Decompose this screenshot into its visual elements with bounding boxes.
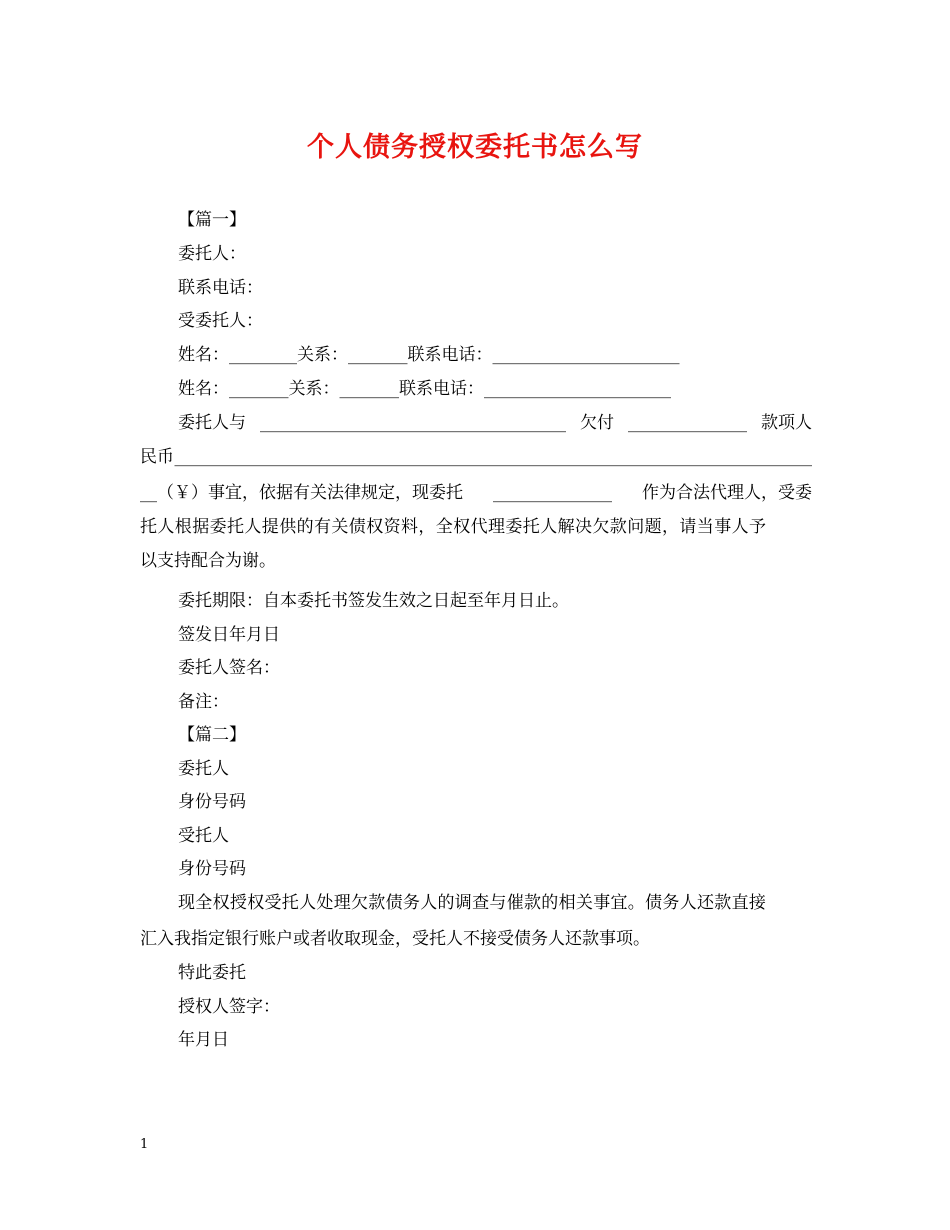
text-run: 欠付 <box>580 413 614 433</box>
id-number-line-2: 身份号码 <box>178 859 246 879</box>
page-number: 1 <box>140 1137 149 1152</box>
date-line: 年月日 <box>178 1030 229 1050</box>
phone-label: 联系电话： <box>178 278 263 298</box>
blank-field: ___________________________________________________________________________ <box>174 447 812 467</box>
text-run: __（￥）事宜，依据有关法律规定，现委托 <box>140 483 463 503</box>
authorizer-sign-line: 授权人签字： <box>178 997 280 1017</box>
text-run: 委托人与 <box>178 413 246 433</box>
remarks-line: 备注： <box>178 692 229 712</box>
blank-field: ____________________________________ <box>260 413 566 433</box>
document-title: 个人债务授权委托书怎么写 <box>307 132 643 163</box>
blank-field: ______________ <box>493 483 612 503</box>
trustee-label: 受委托人： <box>178 311 263 331</box>
text-run: 款项人 <box>761 413 812 433</box>
text-run: 托人根据委托人提供的有关债权资料，全权代理委托人解决欠款问题，请当事人予 <box>140 517 767 537</box>
id-number-line-1: 身份号码 <box>178 792 246 812</box>
term-line: 委托期限：自本委托书签发生效之日起至年月日止。 <box>178 591 569 611</box>
entruster-label: 委托人： <box>178 244 246 264</box>
blank-field: ______________ <box>628 413 747 433</box>
paragraph-1-line-1 <box>178 411 812 435</box>
special-line: 特此委托 <box>178 963 246 983</box>
trustee-row-2: 姓名：_______关系：_______联系电话：______________________ <box>178 379 671 399</box>
text-run: 民币 <box>140 447 174 467</box>
entruster-line: 委托人 <box>178 759 229 779</box>
section1-heading: 【篇一】 <box>178 210 246 230</box>
trustee-line: 受托人 <box>178 826 229 846</box>
section2-heading: 【篇二】 <box>178 725 246 745</box>
paragraph-1-line-5: 以支持配合为谢。 <box>140 551 276 571</box>
trustee-row-1: 姓名：________关系：_______联系电话：______________________ <box>178 345 680 365</box>
paragraph-2-line-1 <box>178 891 812 915</box>
signature-line: 委托人签名： <box>178 658 280 678</box>
issue-date-line: 签发日年月日 <box>178 625 280 645</box>
paragraph-1-line-4 <box>140 515 812 539</box>
paragraph-1-line-3 <box>140 481 812 505</box>
text-run: 现全权授权受托人处理欠款债务人的调查与催款的相关事宜。债务人还款直接 <box>178 893 767 913</box>
text-run: 作为合法代理人，受委 <box>642 483 812 503</box>
paragraph-2-line-2: 汇入我指定银行账户或者收取现金，受托人不接受债务人还款事项。 <box>140 929 650 949</box>
paragraph-1-line-2 <box>140 445 812 469</box>
